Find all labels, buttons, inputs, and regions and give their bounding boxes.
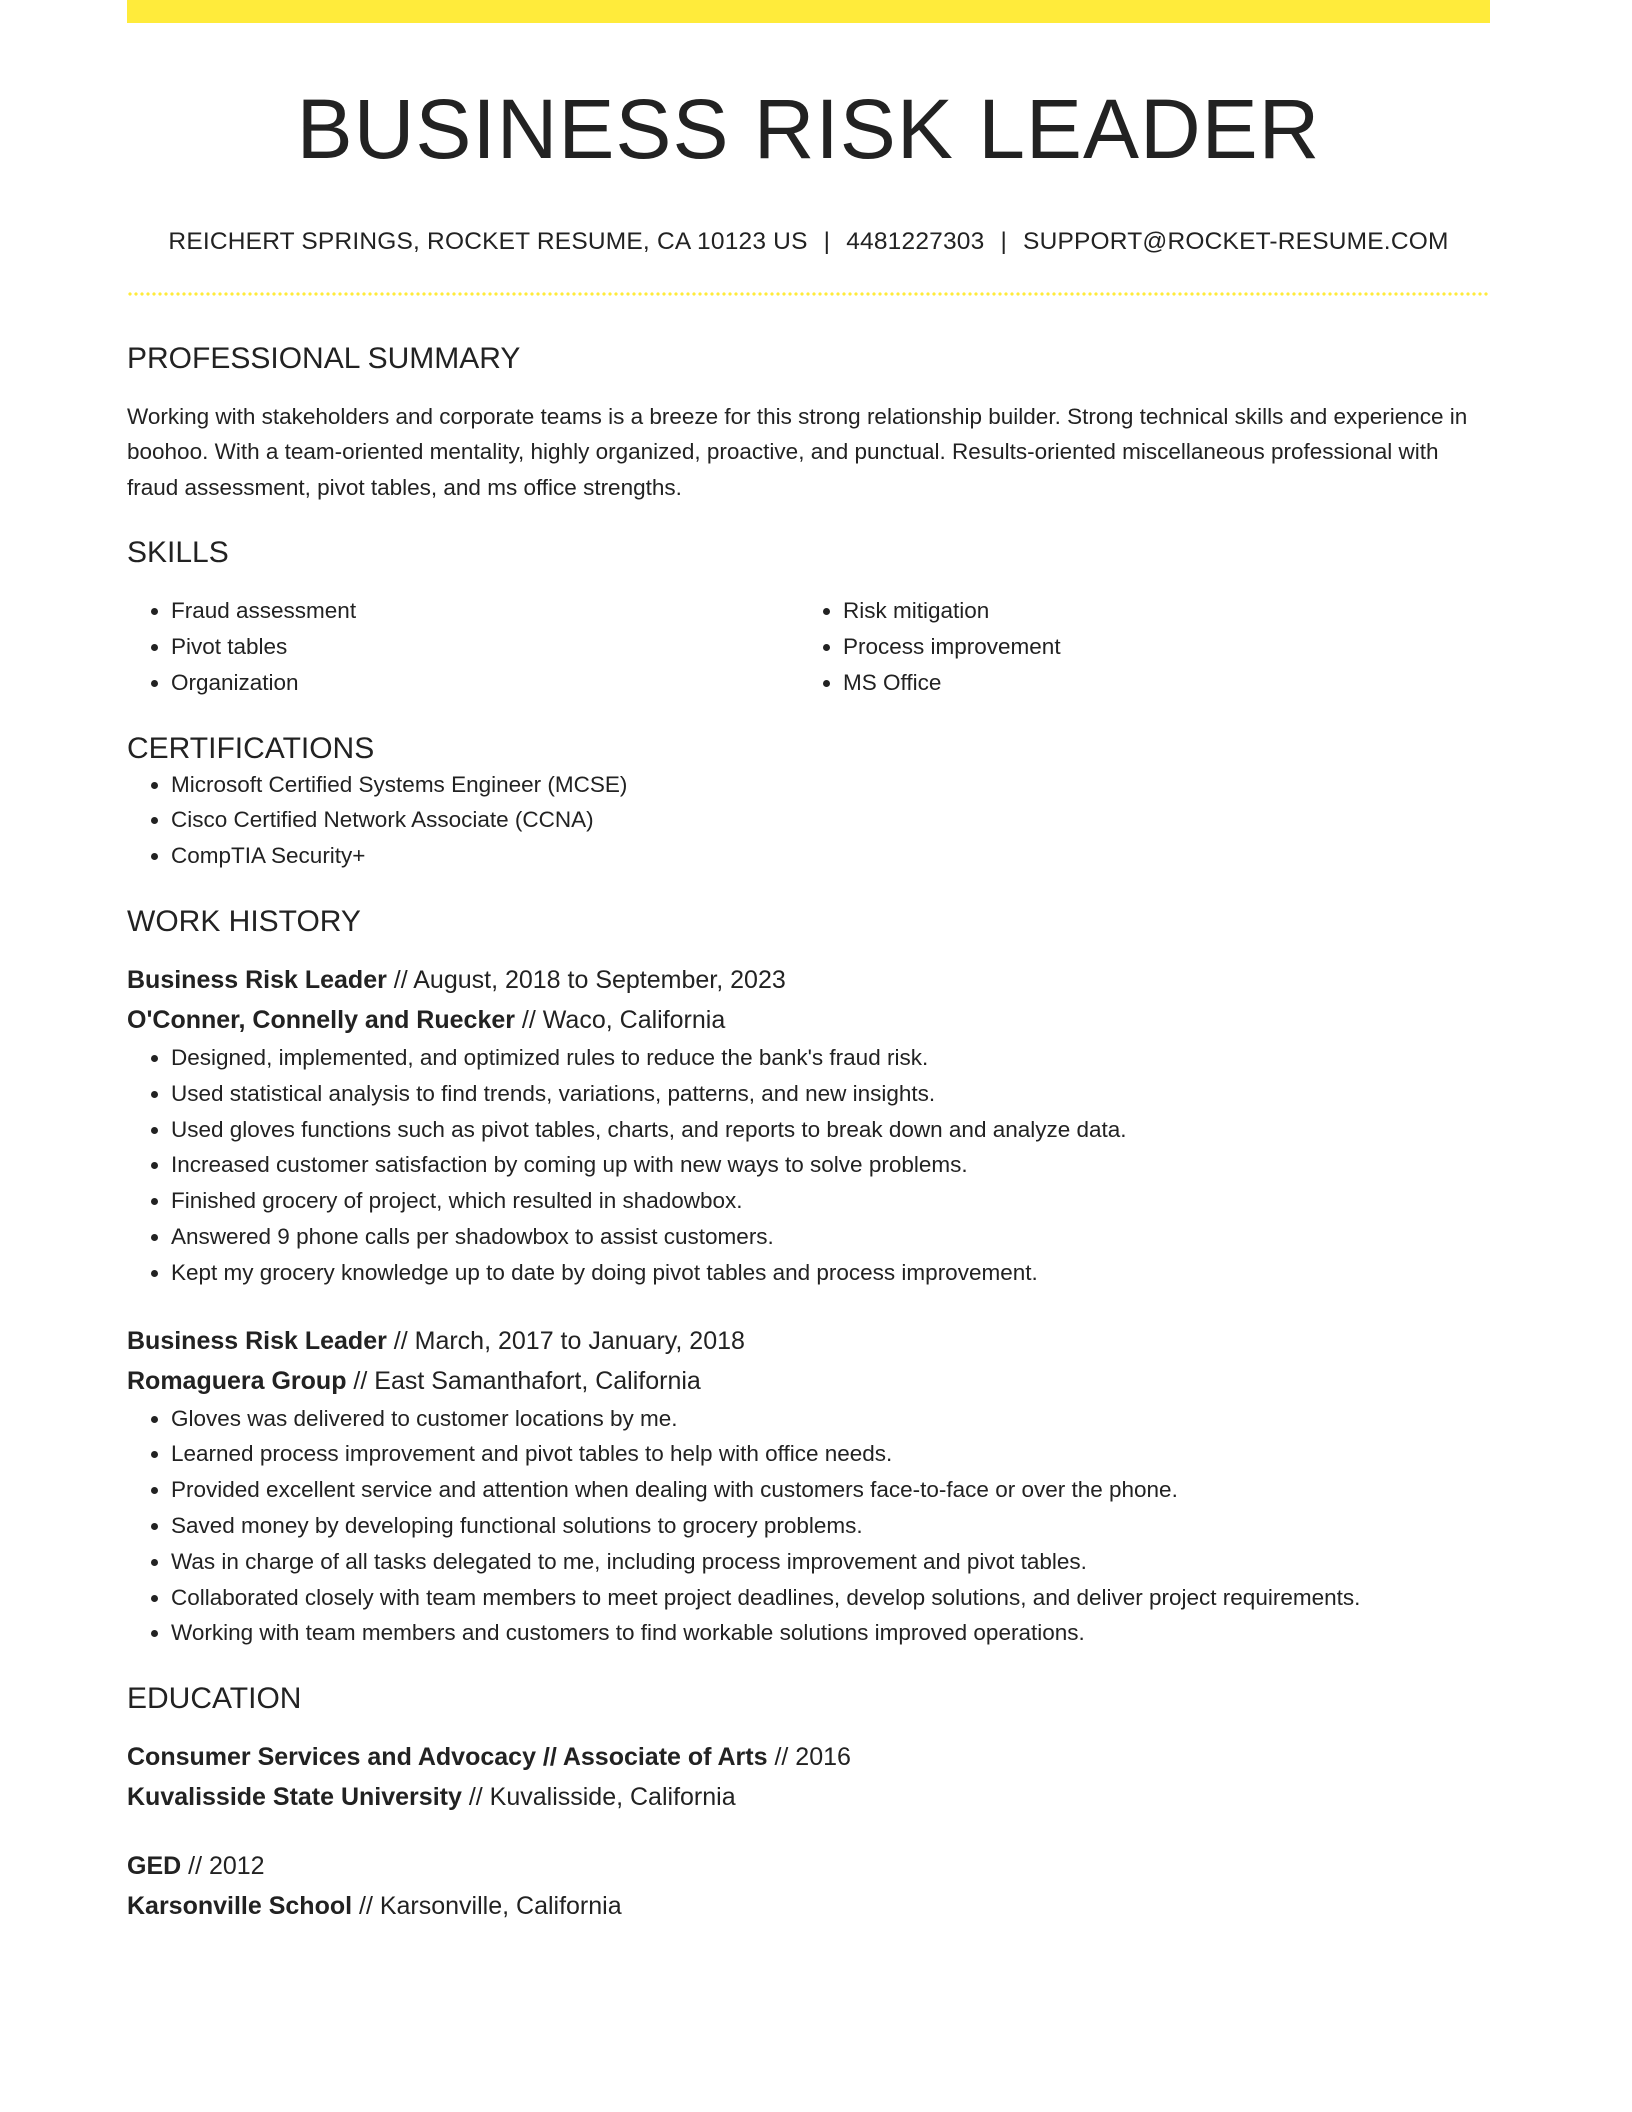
job-bullet-list <box>127 1401 1490 1652</box>
contact-phone: 4481227303 <box>846 228 985 256</box>
certification-item: • CompTIA Security+ <box>171 838 1490 874</box>
education-entry <box>127 1737 1490 1817</box>
job-company: O'Conner, Connelly and Ruecker <box>127 1006 515 1035</box>
job-bullet: • Designed, implemented, and optimized rules to reduce the bank's fraud risk. <box>171 1040 1490 1076</box>
education-location: // Kuvalisside, California <box>461 1783 736 1812</box>
job-bullet: • Finished grocery of project, which resulted in shadowbox. <box>171 1183 1490 1219</box>
job-bullet: • Increased customer satisfaction by coming up with new ways to solve problems. <box>171 1147 1490 1183</box>
skill-item: • Pivot tables <box>171 629 799 665</box>
job-dates: // August, 2018 to September, 2023 <box>386 966 786 995</box>
summary-text: Working with stakeholders and corporate teams is a breeze for this strong relationship builder. Strong technical skills and experience in boohoo. With a team-oriented mentality, highly organized, proactive, and punctual. Results-oriented miscellaneous professional with fraud assessment, pivot tables, and ms office strengths. <box>127 403 1468 500</box>
skills-column-left <box>127 593 799 700</box>
job-dates: // March, 2017 to January, 2018 <box>386 1326 745 1355</box>
skill-item: • MS Office <box>843 665 1471 701</box>
job-bullet-list <box>127 1040 1490 1291</box>
job-location: // Waco, California <box>514 1006 726 1035</box>
contact-separator: | <box>1000 228 1008 256</box>
job-bullet: • Was in charge of all tasks delegated to me, including process improvement and pivot tables. <box>171 1544 1490 1580</box>
skills-grid <box>127 593 1490 700</box>
skills-list-right <box>799 593 1471 700</box>
education-degree-line <box>127 1737 1490 1777</box>
job-role: Business Risk Leader <box>127 1326 387 1355</box>
job-bullet: • Saved money by developing functional solutions to grocery problems. <box>171 1508 1490 1544</box>
education-school-line <box>127 1777 1490 1817</box>
education-degree-line <box>127 1846 1490 1886</box>
education-year: // 2016 <box>767 1743 851 1772</box>
job-bullet: • Used gloves functions such as pivot tables, charts, and reports to break down and analyze data. <box>171 1112 1490 1148</box>
job-bullet: • Answered 9 phone calls per shadowbox to assist customers. <box>171 1219 1490 1255</box>
job-entry <box>127 1321 1490 1652</box>
job-role-line <box>127 960 1490 1000</box>
work-history-heading: WORK HISTORY <box>127 905 361 939</box>
job-entry <box>127 960 1490 1291</box>
job-bullet: • Kept my grocery knowledge up to date by doing pivot tables and process improvement. <box>171 1255 1490 1291</box>
skills-list-left <box>127 593 799 700</box>
skills-column-right <box>799 593 1471 700</box>
education-year: // 2012 <box>181 1852 265 1881</box>
contact-address: REICHERT SPRINGS, ROCKET RESUME, CA 10123 US <box>168 228 808 256</box>
job-bullet: • Collaborated closely with team members to meet project deadlines, develop solutions, and deliver project requirements. <box>171 1580 1490 1616</box>
certifications-heading: CERTIFICATIONS <box>127 731 375 765</box>
resume-title: BUSINESS RISK LEADER <box>296 82 1321 176</box>
education-school: Karsonville School <box>127 1892 353 1921</box>
job-bullet: • Gloves was delivered to customer locations by me. <box>171 1401 1490 1437</box>
skill-item: • Fraud assessment <box>171 593 799 629</box>
job-bullet: • Learned process improvement and pivot tables to help with office needs. <box>171 1436 1490 1472</box>
skill-item: • Process improvement <box>843 629 1471 665</box>
education-entry <box>127 1846 1490 1926</box>
education-degree: Consumer Services and Advocacy // Associate of Arts <box>127 1743 768 1772</box>
certifications-list <box>127 767 1490 874</box>
education-location: // Karsonville, California <box>352 1892 622 1921</box>
job-location: // East Samanthafort, California <box>346 1366 701 1395</box>
job-role: Business Risk Leader <box>127 966 387 995</box>
resume-page <box>127 0 1490 1926</box>
certification-item: • Cisco Certified Network Associate (CCNA) <box>171 802 1490 838</box>
contact-line <box>127 227 1490 256</box>
job-bullet: • Provided excellent service and attention when dealing with customers face-to-face or over the phone. <box>171 1472 1490 1508</box>
job-role-line <box>127 1321 1490 1361</box>
skills-heading: SKILLS <box>127 536 229 570</box>
contact-separator: | <box>823 228 831 256</box>
top-accent-bar <box>127 0 1490 23</box>
job-company: Romaguera Group <box>127 1366 347 1395</box>
dotted-divider <box>127 292 1490 296</box>
education-degree: GED <box>127 1852 182 1881</box>
skill-item: • Risk mitigation <box>843 593 1471 629</box>
education-school-line <box>127 1886 1490 1926</box>
contact-email: SUPPORT@ROCKET-RESUME.COM <box>1023 228 1449 256</box>
summary-heading: PROFESSIONAL SUMMARY <box>127 341 521 375</box>
skill-item: • Organization <box>171 665 799 701</box>
education-heading: EDUCATION <box>127 1682 302 1716</box>
job-company-line <box>127 1000 1490 1040</box>
certification-item: • Microsoft Certified Systems Engineer (MCSE) <box>171 767 1490 803</box>
job-bullet: • Working with team members and customers to find workable solutions improved operations. <box>171 1615 1490 1651</box>
job-company-line <box>127 1361 1490 1401</box>
job-bullet: • Used statistical analysis to find trends, variations, patterns, and new insights. <box>171 1076 1490 1112</box>
education-school: Kuvalisside State University <box>127 1783 462 1812</box>
